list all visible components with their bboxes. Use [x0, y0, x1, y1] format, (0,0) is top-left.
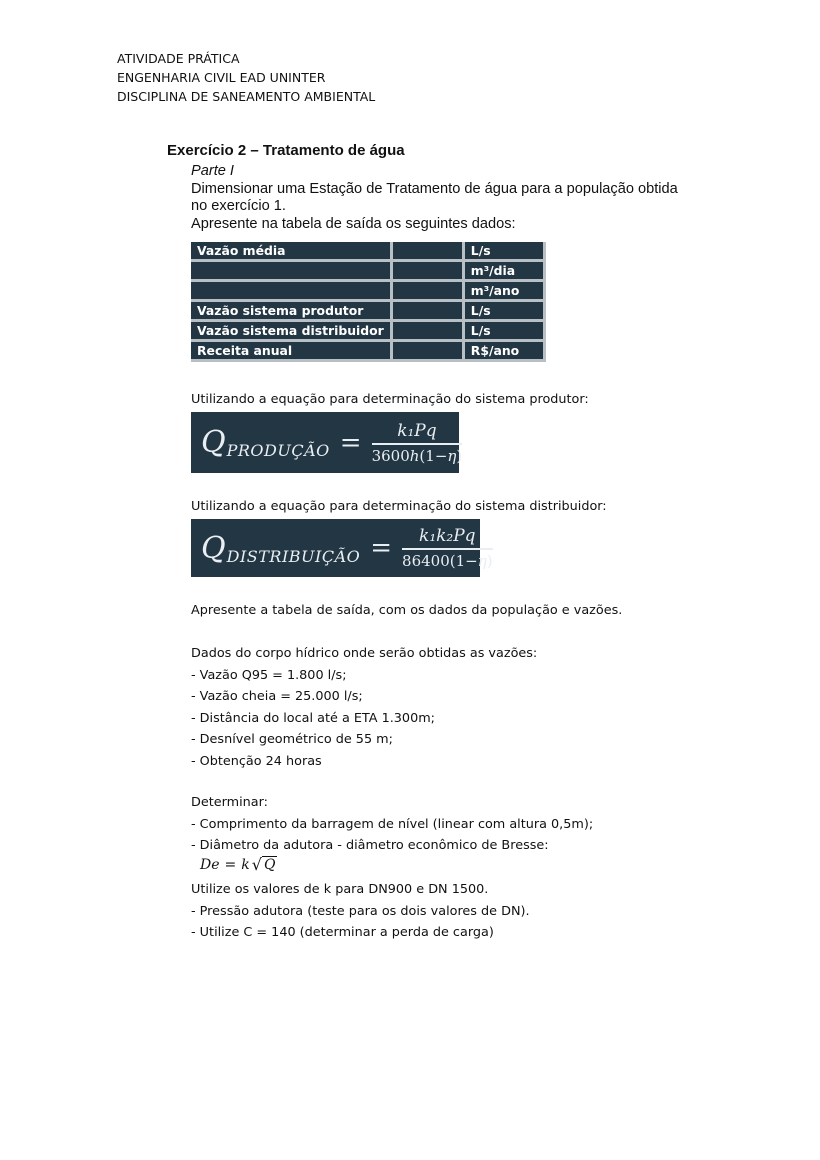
determine-item: - Utilize C = 140 (determinar a perda de carga)	[191, 925, 494, 940]
exercise-desc-line-2: no exercício 1.	[191, 198, 286, 214]
square-root-icon	[252, 856, 278, 873]
table-row-value	[393, 322, 465, 342]
equation-denominator	[372, 445, 463, 465]
table-row-unit: m³/ano	[465, 282, 546, 302]
table-row-label: Vazão média	[191, 242, 393, 262]
equation-lhs: Q	[201, 425, 226, 460]
exercise-description	[191, 163, 731, 233]
exercise-title: Exercício 2 – Tratamento de água	[167, 142, 405, 159]
determine-block-cont	[191, 879, 530, 944]
table-row-label	[191, 282, 393, 302]
distributor-equation	[191, 519, 493, 577]
den-part: 86400(1−	[402, 552, 478, 570]
exercise-part: Parte I	[191, 163, 234, 179]
exercise-desc-line-1: Dimensionar uma Estação de Tratamento de água para a população obtida	[191, 180, 678, 197]
table-row	[191, 242, 546, 262]
determine-item: - Diâmetro da adutora - diâmetro econômico de Bresse:	[191, 838, 549, 853]
determine-item: - Pressão adutora (teste para os dois valores de DN).	[191, 903, 530, 919]
den-part: )	[486, 552, 493, 570]
determine-heading: Determinar:	[191, 795, 268, 810]
table-row-unit: L/s	[465, 302, 546, 322]
equation-equals: =	[339, 427, 362, 458]
data-intro: Dados do corpo hídrico onde serão obtidas as vazões:	[191, 646, 538, 661]
equation-fraction	[402, 526, 493, 570]
table-row-unit: R$/ano	[465, 342, 546, 362]
present-table-text: Apresente a tabela de saída, com os dados da população e vazões.	[191, 603, 623, 618]
radical-sign: √	[251, 855, 262, 874]
den-part: h	[409, 446, 420, 465]
equation-lhs: Q	[201, 530, 226, 566]
table-row	[191, 342, 546, 362]
den-part: η	[447, 446, 457, 465]
bresse-q: Q	[263, 857, 276, 873]
table-row	[191, 262, 546, 282]
table-row	[191, 322, 546, 342]
equation-equals: =	[370, 533, 393, 563]
determine-item: Utilize os valores de k para DN900 e DN 1500.	[191, 882, 489, 897]
equation-numerator: k₁Pq	[397, 420, 437, 441]
table-row-label: Vazão sistema produtor	[191, 302, 393, 322]
den-part: 3600	[371, 446, 410, 465]
header-line-2: ENGENHARIA CIVIL EAD UNINTER	[117, 70, 326, 85]
document-header	[117, 49, 375, 106]
data-item: - Distância do local até a ETA 1.300m;	[191, 710, 435, 726]
equation-subscript: PRODUÇÃO	[226, 441, 330, 460]
data-item: - Vazão Q95 = 1.800 l/s;	[191, 667, 347, 683]
data-item: - Vazão cheia = 25.000 l/s;	[191, 689, 363, 704]
table-row	[191, 302, 546, 322]
table-row-value	[393, 242, 465, 262]
bresse-equals: =	[224, 856, 237, 873]
distributor-intro: Utilizando a equação para determinação do sistema distribuidor:	[191, 499, 607, 514]
data-item: - Obtenção 24 horas	[191, 753, 322, 769]
table-row-label	[191, 262, 393, 282]
table-row-value	[393, 262, 465, 282]
producer-equation	[191, 412, 463, 473]
table-row-value	[393, 342, 465, 362]
data-item: - Desnível geométrico de 55 m;	[191, 732, 393, 747]
water-body-data	[191, 643, 537, 772]
table-row-unit: L/s	[465, 242, 546, 262]
table-row-value	[393, 302, 465, 322]
equation-subscript: DISTRIBUIÇÃO	[226, 546, 361, 566]
output-table	[191, 242, 546, 362]
table-row-unit: L/s	[465, 322, 546, 342]
header-line-3: DISCIPLINA DE SANEAMENTO AMBIENTAL	[117, 89, 376, 104]
producer-intro: Utilizando a equação para determinação do sistema produtor:	[191, 392, 589, 407]
equation-numerator: k₁k₂Pq	[419, 526, 476, 546]
table-row-value	[393, 282, 465, 302]
den-part: )	[456, 446, 463, 465]
equation-denominator	[402, 550, 493, 570]
den-part: (1−	[419, 446, 448, 465]
equation-fraction	[372, 421, 463, 465]
table-row-label: Receita anual	[191, 342, 393, 362]
table-row-unit: m³/dia	[465, 262, 546, 282]
bresse-formula	[200, 856, 277, 873]
bresse-k: k	[241, 856, 250, 873]
den-part: η	[477, 552, 487, 570]
header-line-1: ATIVIDADE PRÁTICA	[117, 51, 240, 66]
table-row-label: Vazão sistema distribuidor	[191, 322, 393, 342]
determine-item: - Comprimento da barragem de nível (linear com altura 0,5m);	[191, 816, 594, 832]
determine-block	[191, 792, 593, 857]
exercise-desc-line-3: Apresente na tabela de saída os seguintes dados:	[191, 215, 516, 232]
bresse-lhs: De	[200, 856, 220, 873]
table-row	[191, 282, 546, 302]
